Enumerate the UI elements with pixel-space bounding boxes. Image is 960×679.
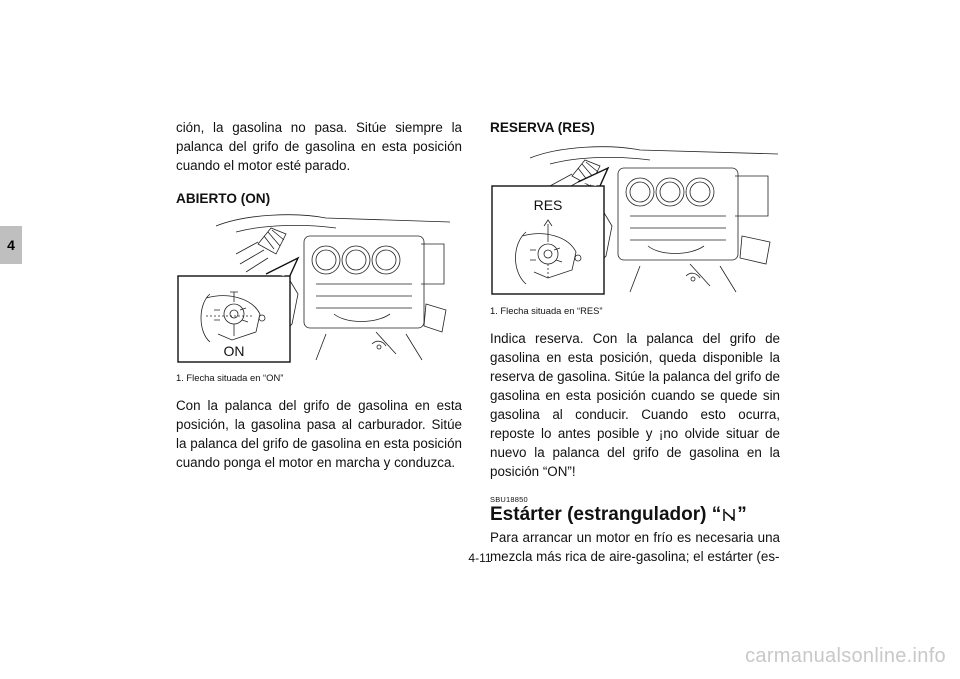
caption-res: 1. Flecha situada en “RES” <box>490 305 603 316</box>
choke-heading-text: Estárter (estrangulador) “ <box>490 504 722 525</box>
figure-on <box>176 214 462 364</box>
choke-body: Para arrancar un motor en frío es necesaria una mezcla más rica de aire-gasolina; el estárter (es- <box>490 530 780 564</box>
body-on: Con la palanca del grifo de gasolina en esta posición, la gasolina pasa al carburador. Sitúe la palanca del grifo de gasolina en esta posición cuando ponga el motor en marcha y conduzca. <box>176 398 462 470</box>
fuel-cock-res-illustration <box>490 146 778 296</box>
caption-on: 1. Flecha situada en “ON” <box>176 372 284 383</box>
section-tab: 4 <box>0 226 22 264</box>
intro-paragraph: ción, la gasolina no pasa. Sitúe siempre la palanca del grifo de gasolina en esta posición cuando el motor esté parado. <box>176 120 462 173</box>
heading-res: RESERVA (RES) <box>490 120 595 135</box>
fuel-cock-on-illustration <box>176 214 450 364</box>
right-column <box>490 118 780 566</box>
left-column <box>176 118 462 472</box>
section-code: SBU18850 <box>490 495 528 504</box>
figure-on-label: ON <box>223 343 245 359</box>
choke-heading-end: ” <box>737 504 747 525</box>
page-number: 4-11 <box>468 551 492 565</box>
choke-heading <box>490 504 780 526</box>
body-res: Indica reserva. Con la palanca del grifo de gasolina en esta posición, queda disponible la reserva de gasolina. Sitúe la palanca del grifo de gasolina en esta posición cuando se quede sin gasolina al conducir. Cuando esto ocurra, reposte lo antes posible y ¡no olvide situar de nuevo la palanca del grifo de gasolina en la posición “ON”! <box>490 331 780 479</box>
choke-symbol-icon <box>722 508 736 522</box>
figure-res <box>490 146 780 296</box>
figure-res-label: RES <box>533 197 563 213</box>
watermark: carmanualsonline.info <box>745 645 946 667</box>
heading-on: ABIERTO (ON) <box>176 191 271 206</box>
